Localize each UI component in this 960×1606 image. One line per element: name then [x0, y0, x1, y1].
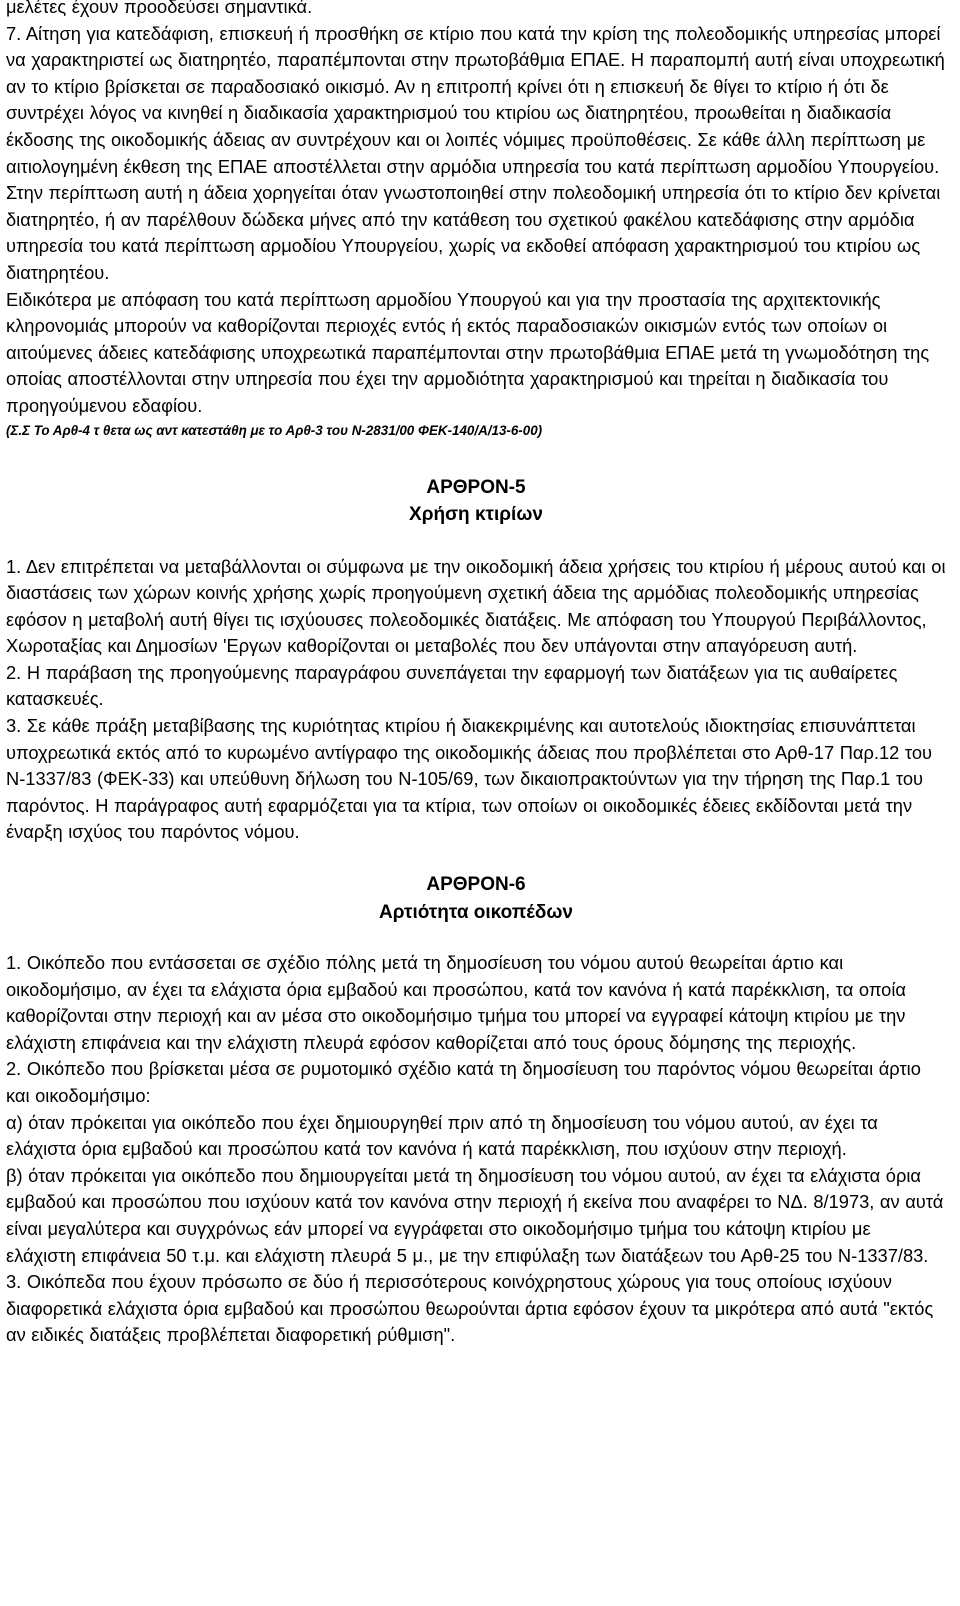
- article-6-heading: ΑΡΘΡΟΝ-6: [426, 874, 526, 896]
- paragraph-intro-tail: μελέτες έχουν προοδεύσει σημαντικά.: [6, 0, 313, 17]
- article-5-paragraph-2: 2. Η παράβαση της προηγούμενης παραγράφου συνεπάγεται την εφαρμογή των διατάξεων για τις αυθαίρετες κατασκευές.: [6, 661, 898, 710]
- article-6-paragraph-2b: β) όταν πρόκειται για οικόπεδο που δημιουργείται μετά τη δημοσίευση του νόμου αυτού, αν έχει τα ελάχιστα όρια εμβαδού και προσώπου που ισχύουν κατά τον κανόνα στην περιοχή ή εκείνα που αναφέρει το ΝΔ. 8/1973, αν αυτά είναι μεγαλύτερα και συγχρόνως εάν μπορεί να εγγράφεται στο οικοδομήσιμο τμήμα του κάτοψη κτιρίου με ελάχιστη επιφάνεια 50 τ.μ. και ελάχιστη πλευρά 5 μ., με την επιφύλαξη των διατάξεων του Αρθ-25 του Ν-1337/83.: [6, 1164, 944, 1266]
- article-5-heading-block: [6, 474, 946, 529]
- paragraph-7-continuation: Στην περίπτωση αυτή η άδεια χορηγείται όταν γνωστοποιηθεί στην πολεοδομική υπηρεσία ότι το κτίριο δεν κρίνεται διατηρητέο, ή αν παρέλθουν δώδεκα μήνες από την κατάθεση του σχετικού φακέλου κατεδάφισης στην αρμόδια υπηρεσία του κατά περίπτωση αρμοδίου Υπουργείου, χωρίς να εκδοθεί απόφαση χαρακτηρισμού του κτιρίου ως διατηρητέου.: [6, 182, 941, 283]
- article-6-paragraph-2a: α) όταν πρόκειται για οικόπεδο που έχει δημιουργηθεί πριν από τη δημοσίευση του νόμου αυτού, αν έχει τα ελάχιστα όρια εμβαδού και προσώπου κατά τον κανόνα ή κατά παρέκκλιση, που ισχύουν στην περιοχή.: [6, 1111, 878, 1160]
- article-6-subtitle: Αρτιότητα οικοπέδων: [379, 901, 573, 923]
- paragraph-7: 7. Αίτηση για κατεδάφιση, επισκευή ή προσθήκη σε κτίριο που κατά την κρίση της πολεοδομικής υπηρεσίας μπορεί να χαρακτηριστεί ως διατηρητέο, παραπέμπονται στην πρωτοβάθμια ΕΠΑΕ. Η παραπομπή αυτή είναι υποχρεωτική αν το κτίριο βρίσκεται σε παραδοσιακό οικισμό. Αν η επιτροπή κρίνει ότι η επισκευή δε θίγει το κτίριο ή ότι δε συντρέχει λόγος να κινηθεί η διαδικασία χαρακτηρισμού του κτιρίου ως διατηρητέου, προωθείται η διαδικασία έκδοσης της οικοδομικής άδειας αν συντρέχουν και οι λοιπές νόμιμες προϋποθέσεις. Σε κάθε άλλη περίπτωση με αιτιολογημένη έκθεση της ΕΠΑΕ αποστέλλεται στην αρμόδια υπηρεσία του κατά περίπτωση αρμοδίου Υπουργείου.: [6, 22, 945, 177]
- article-5-paragraph-3: 3. Σε κάθε πράξη μεταβίβασης της κυριότητας κτιρίου ή διακεκριμένης και αυτοτελούς ιδιοκτησίας επισυνάπτεται υποχρεωτικά εκτός από το κυρωμένο αντίγραφο της οικοδομικής άδειας που προβλέπεται στο Αρθ-17 Παρ.12 του Ν-1337/83 (ΦΕΚ-33) και υπεύθυνη δήλωση του Ν-105/69, των δικαιοπρακτούντων για την τήρηση της Παρ.1 του παρόντος. Η παράγραφος αυτή εφαρμόζεται για τα κτίρια, των οποίων οι οικοδομικές έδειες εκδίδονται μετά την έναρξη ισχύος του παρόντος νόμου.: [6, 715, 933, 843]
- article-6-heading-block: [6, 871, 946, 926]
- article-5-heading: ΑΡΘΡΟΝ-5: [426, 476, 526, 498]
- amendment-note: (Σ.Σ Το Αρθ-4 τ θετα ως αντ κατεστάθη με το Αρθ-3 του Ν-2831/00 ΦΕΚ-140/Α/13-6-00): [6, 422, 543, 438]
- paragraph-7-special: Ειδικότερα με απόφαση του κατά περίπτωση αρμοδίου Υπουργού και για την προστασία της αρχιτεκτονικής κληρονομιάς μπορούν να καθορίζονται περιοχές εντός ή εκτός παραδοσιακών οικισμών εντός των οποίων οι αιτούμενες άδειες κατεδάφισης υποχρεωτικά παραπέμπονται στην πρωτοβάθμια ΕΠΑΕ μετά τη γνωμοδότηση της οποίας αποστέλλονται στην υπηρεσία που έχει την αρμοδιότητα χαρακτηρισμού και τηρείται η διαδικασία του προηγούμενου εδαφίου.: [6, 288, 930, 416]
- article-5-paragraph-1: 1. Δεν επιτρέπεται να μεταβάλλονται οι σύμφωνα με την οικοδομική άδεια χρήσεις του κτιρίου ή μέρους αυτού και οι διαστάσεις των χώρων κοινής χρήσης χωρίς προηγούμενη σχετική άδεια της αρμόδιας πολεοδομικής υπηρεσίας εφόσον η μεταβολή αυτή θίγει τις ισχύουσες πολεοδομικές διατάξεις. Με απόφαση του Υπουργού Περιβάλλοντος, Χωροταξίας και Δημοσίων 'Εργων καθορίζονται οι μεταβολές που δεν υπάγονται στην απαγόρευση αυτή.: [6, 555, 946, 657]
- article-6-paragraph-3: 3. Οικόπεδα που έχουν πρόσωπο σε δύο ή περισσότερους κοινόχρηστους χώρους για τους οποίους ισχύουν διαφορετικά ελάχιστα όρια εμβαδού και προσώπου θεωρούνται άρτια εφόσον έχουν τα μικρότερα από αυτά "εκτός αν ειδικές διατάξεις προβλέπεται διαφορετική ρύθμιση".: [6, 1271, 934, 1346]
- article-5-subtitle: Χρήση κτιρίων: [409, 504, 543, 525]
- article-6-paragraph-2: 2. Οικόπεδο που βρίσκεται μέσα σε ρυμοτομικό σχέδιο κατά τη δημοσίευση του παρόντος νόμου θεωρείται άρτιο και οικοδομήσιμο:: [6, 1058, 921, 1106]
- article-6-paragraph-1: 1. Οικόπεδο που εντάσσεται σε σχέδιο πόλης μετά τη δημοσίευση του νόμου αυτού θεωρείται άρτιο και οικοδομήσιμο, αν έχει τα ελάχιστα όρια εμβαδού και προσώπου, κατά τον κανόνα ή κατά παρέκκλιση, τα οποία καθορίζονται στην περιοχή και αν μέσα στο οικοδομήσιμο τμήμα του μπορεί να εγγραφεί κάτοψη κτιρίου με την ελάχιστη επιφάνεια και την ελάχιστη πλευρά εφόσον καθορίζεται από τους όρους δόμησης της περιοχής.: [6, 952, 906, 1053]
